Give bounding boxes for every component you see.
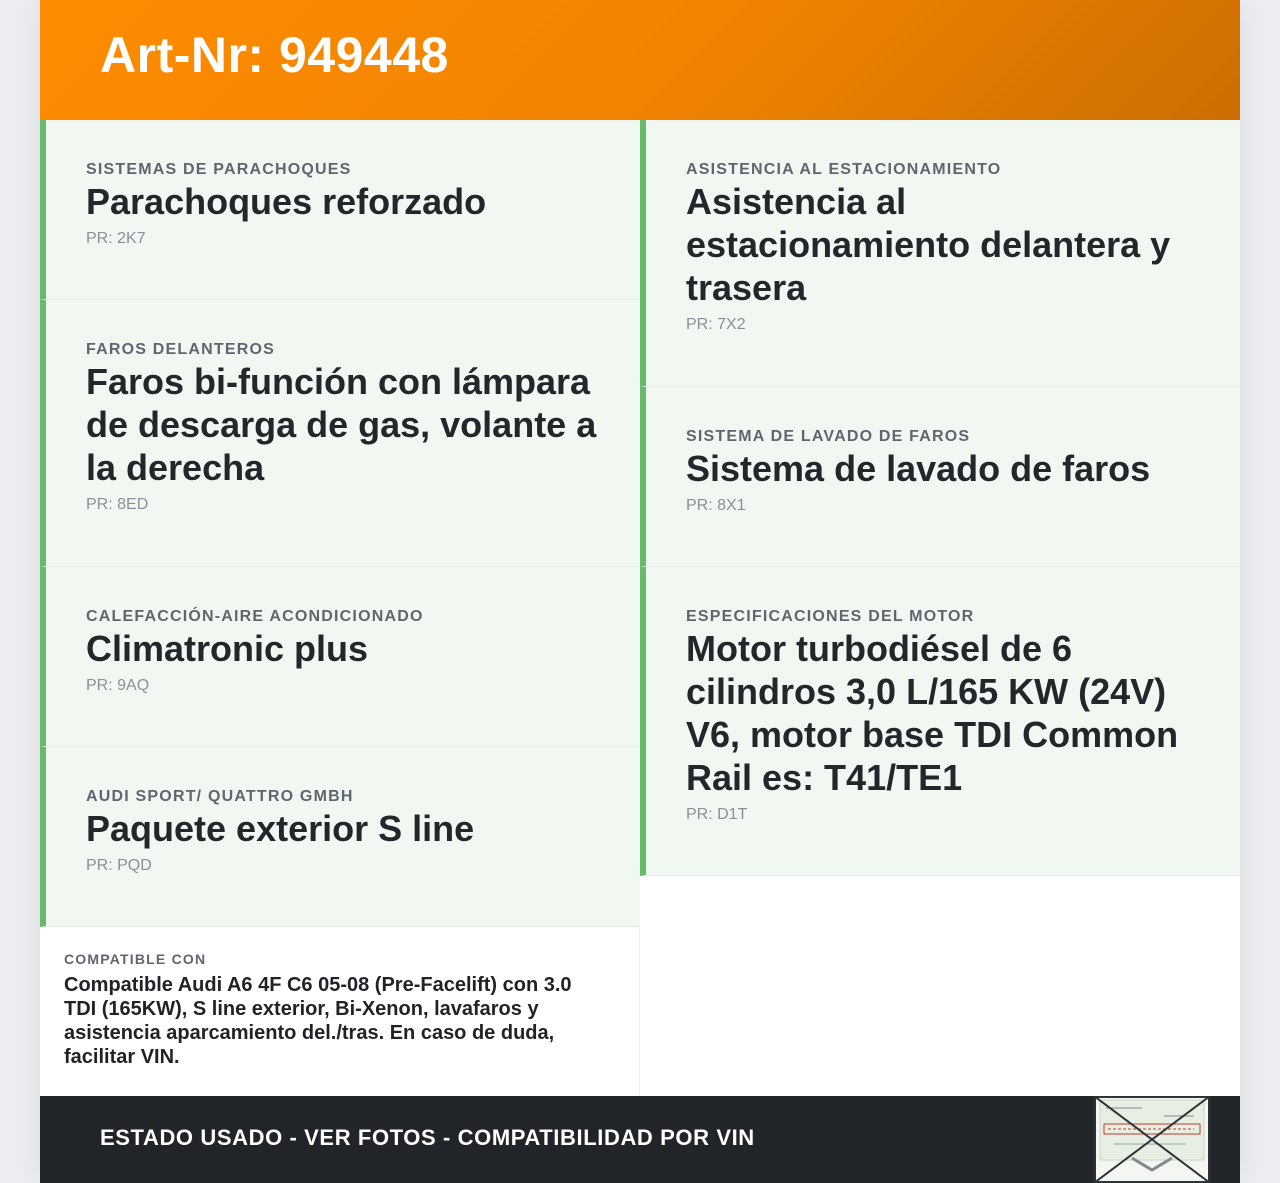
header-banner <box>40 0 1240 120</box>
feature-name: Sistema de lavado de faros <box>686 448 1151 489</box>
feature-card <box>640 567 1240 876</box>
feature-pr-code: PR: D1T <box>686 806 748 823</box>
feature-pr-code: PR: PQD <box>86 857 152 874</box>
compatibility-section <box>40 927 640 1097</box>
feature-name: Motor turbodiésel de 6 cilindros 3,0 L/165 KW (24V) V6, motor base TDI Common Rail es: T41/TE1 <box>686 628 1179 798</box>
feature-card <box>640 120 1240 387</box>
feature-category: SISTEMA DE LAVADO DE FAROS <box>686 428 971 445</box>
feature-name: Paquete exterior S line <box>86 808 475 849</box>
features-column-right <box>640 120 1240 1097</box>
feature-name: Parachoques reforzado <box>86 181 487 222</box>
feature-pr-code: PR: 7X2 <box>686 316 746 333</box>
feature-card <box>40 300 640 567</box>
feature-pr-code: PR: 8X1 <box>686 497 746 514</box>
compatibility-label: COMPATIBLE CON <box>64 951 207 967</box>
feature-category: ESPECIFICACIONES DEL MOTOR <box>686 608 975 625</box>
feature-pr-code: PR: 2K7 <box>86 230 146 247</box>
features-grid <box>40 120 1240 1097</box>
features-column-left <box>40 120 640 1097</box>
footer-status-text: ESTADO USADO - VER FOTOS - COMPATIBILIDAD POR VIN <box>100 1124 755 1150</box>
feature-pr-code: PR: 8ED <box>86 496 149 513</box>
envelope-stamp-icon <box>1094 1096 1210 1183</box>
article-number-title: Art-Nr: 949448 <box>100 27 449 83</box>
feature-category: SISTEMAS DE PARACHOQUES <box>86 161 352 178</box>
product-sheet <box>40 0 1240 1183</box>
feature-name: Asistencia al estacionamiento delantera y trasera <box>686 181 1171 308</box>
feature-pr-code: PR: 9AQ <box>86 677 150 694</box>
compatibility-text: Compatible Audi A6 4F C6 05-08 (Pre-Facelift) con 3.0 TDI (165KW), S line exterior, Bi-Xenon, lavafaros y asistencia aparcamiento del./tras. En caso de duda, facilitar VIN. <box>64 974 572 1068</box>
envelope-stamp-graphic <box>1094 1096 1210 1183</box>
feature-card <box>40 747 640 927</box>
feature-name: Climatronic plus <box>86 628 369 669</box>
feature-category: AUDI SPORT/ QUATTRO GMBH <box>86 788 354 805</box>
feature-card <box>40 567 640 747</box>
feature-name: Faros bi-función con lámpara de descarga de gas, volante a la derecha <box>86 361 597 488</box>
footer-bar <box>40 1096 1240 1183</box>
feature-category: FAROS DELANTEROS <box>86 341 275 358</box>
feature-category: CALEFACCIÓN-AIRE ACONDICIONADO <box>86 608 424 625</box>
feature-card <box>640 387 1240 567</box>
feature-category: ASISTENCIA AL ESTACIONAMIENTO <box>686 161 1002 178</box>
feature-card <box>40 120 640 300</box>
